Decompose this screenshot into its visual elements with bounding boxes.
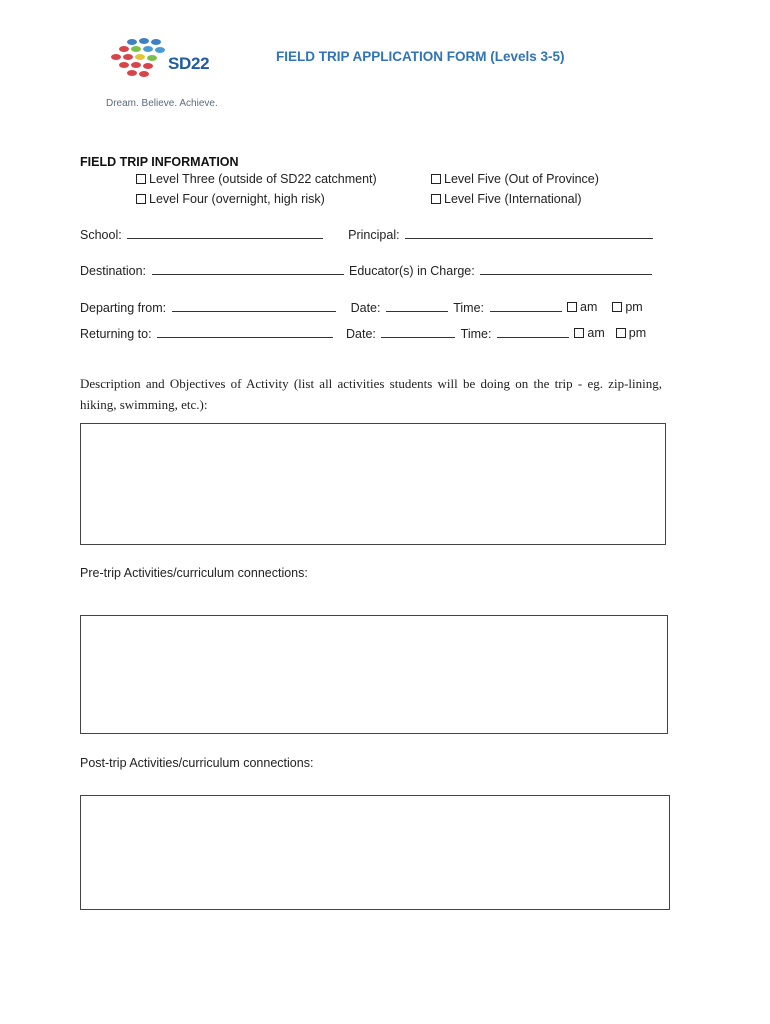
section-title-field-trip-information: FIELD TRIP INFORMATION xyxy=(80,155,239,169)
destination-educators-row xyxy=(80,264,654,278)
destination-label: Destination: xyxy=(80,264,147,278)
departing-am-checkbox[interactable] xyxy=(567,302,577,312)
departing-pm-label: pm xyxy=(625,300,643,314)
level-five-international-checkbox[interactable] xyxy=(431,194,441,204)
option-level-five-province xyxy=(431,172,599,186)
level-four-checkbox[interactable] xyxy=(136,194,146,204)
departing-row xyxy=(80,300,643,315)
returning-label: Returning to: xyxy=(80,327,152,341)
level-four-label: Level Four (overnight, high risk) xyxy=(149,192,325,206)
departing-label: Departing from: xyxy=(80,301,167,315)
returning-field[interactable] xyxy=(157,327,333,338)
returning-am-checkbox[interactable] xyxy=(574,328,584,338)
educators-label: Educator(s) in Charge: xyxy=(348,264,475,278)
departing-date-field[interactable] xyxy=(386,301,448,312)
departing-am-label: am xyxy=(580,300,598,314)
departing-field[interactable] xyxy=(172,301,336,312)
level-five-province-checkbox[interactable] xyxy=(431,174,441,184)
option-level-three xyxy=(136,172,377,186)
educators-field[interactable] xyxy=(480,264,652,275)
level-five-international-label: Level Five (International) xyxy=(444,192,582,206)
returning-time-label: Time: xyxy=(460,327,492,341)
option-level-four xyxy=(136,192,325,206)
returning-am-label: am xyxy=(587,326,605,340)
school-label: School: xyxy=(80,228,122,242)
returning-row xyxy=(80,326,646,341)
post-trip-textarea[interactable] xyxy=(80,795,670,910)
description-prompt: Description and Objectives of Activity (list all activities students will be doing on the trip - eg. zip-lining, hiking, swimming, etc.): xyxy=(80,376,662,412)
option-level-five-international xyxy=(431,192,582,206)
departing-date-label: Date: xyxy=(350,301,381,315)
returning-pm-checkbox[interactable] xyxy=(616,328,626,338)
logo-wordmark: SD22 xyxy=(168,54,210,73)
description-textarea[interactable] xyxy=(80,423,666,545)
destination-field[interactable] xyxy=(152,264,344,275)
returning-date-field[interactable] xyxy=(381,327,455,338)
school-field[interactable] xyxy=(127,228,323,239)
post-trip-label: Post-trip Activities/curriculum connections: xyxy=(80,756,314,770)
returning-date-label: Date: xyxy=(346,327,376,341)
departing-pm-checkbox[interactable] xyxy=(612,302,622,312)
principal-label: Principal: xyxy=(348,228,400,242)
level-five-province-label: Level Five (Out of Province) xyxy=(444,172,599,186)
departing-time-field[interactable] xyxy=(490,301,562,312)
returning-time-field[interactable] xyxy=(497,327,569,338)
principal-field[interactable] xyxy=(405,228,653,239)
level-three-checkbox[interactable] xyxy=(136,174,146,184)
pre-trip-label: Pre-trip Activities/curriculum connections: xyxy=(80,566,308,580)
departing-time-label: Time: xyxy=(453,301,485,315)
school-principal-row xyxy=(80,228,655,242)
pre-trip-textarea[interactable] xyxy=(80,615,668,734)
returning-pm-label: pm xyxy=(628,326,647,340)
logo-tagline: Dream. Believe. Achieve. xyxy=(106,98,218,109)
level-three-label: Level Three (outside of SD22 catchment) xyxy=(149,172,377,186)
form-title: FIELD TRIP APPLICATION FORM (Levels 3-5) xyxy=(276,49,565,64)
